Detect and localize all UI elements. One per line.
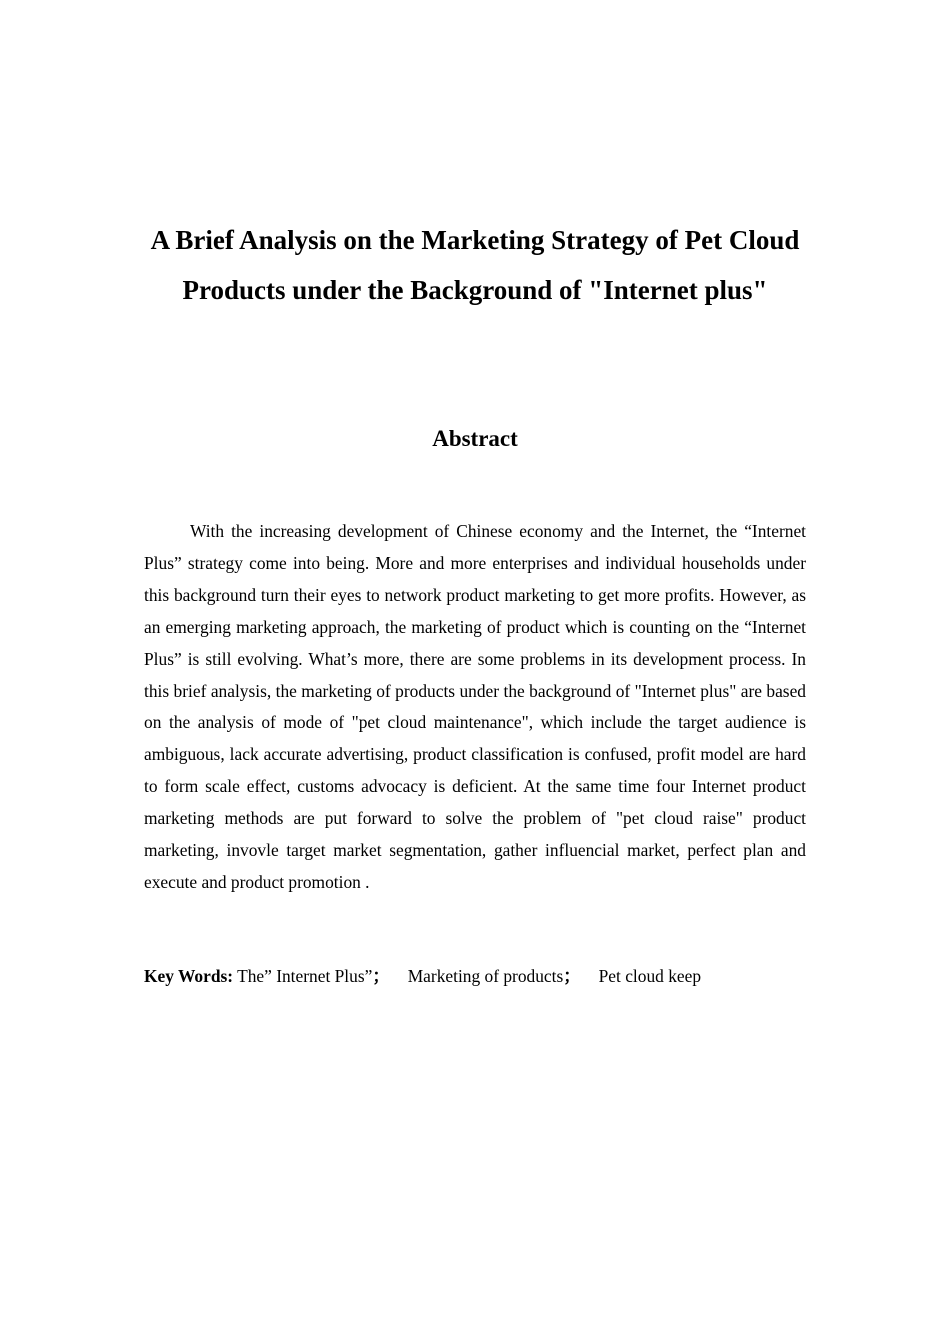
abstract-heading: Abstract: [432, 426, 518, 451]
keyword-1: The” Internet Plus”: [233, 966, 373, 986]
keyword-3: Pet cloud keep: [598, 966, 702, 986]
keywords-line: [144, 961, 844, 991]
keyword-2: Marketing of products: [407, 966, 564, 986]
abstract-paragraph: With the increasing development of Chinese economy and the Internet, the “Internet Plus” strategy come into being. More and more enterprises and individual households under this background turn their eyes to network product marketing to get more profits. However, as an emerging marketing approach, the marketing of product which is counting on the “Internet Plus” is still evolving. What’s more, there are some problems in its development process. In this brief analysis, the marketing of products under the background of "Internet plus" are based on the analysis of mode of "pet cloud maintenance", which include the target audience is ambiguous, lack accurate advertising, product classification is confused, profit model are hard to form scale effect, customs advocacy is deficient. At the same time four Internet product marketing methods are put forward to solve the problem of "pet cloud raise" product marketing, invovle target market segmentation, gather influencial market, perfect plan and execute and product promotion .: [144, 521, 806, 892]
keyword-separator: ；: [563, 966, 581, 986]
document-title: A Brief Analysis on the Marketing Strategy of Pet Cloud Products under the Background of "Internet plus": [150, 225, 800, 305]
keywords-label: Key Words:: [144, 966, 234, 986]
keyword-separator: ；: [372, 966, 390, 986]
